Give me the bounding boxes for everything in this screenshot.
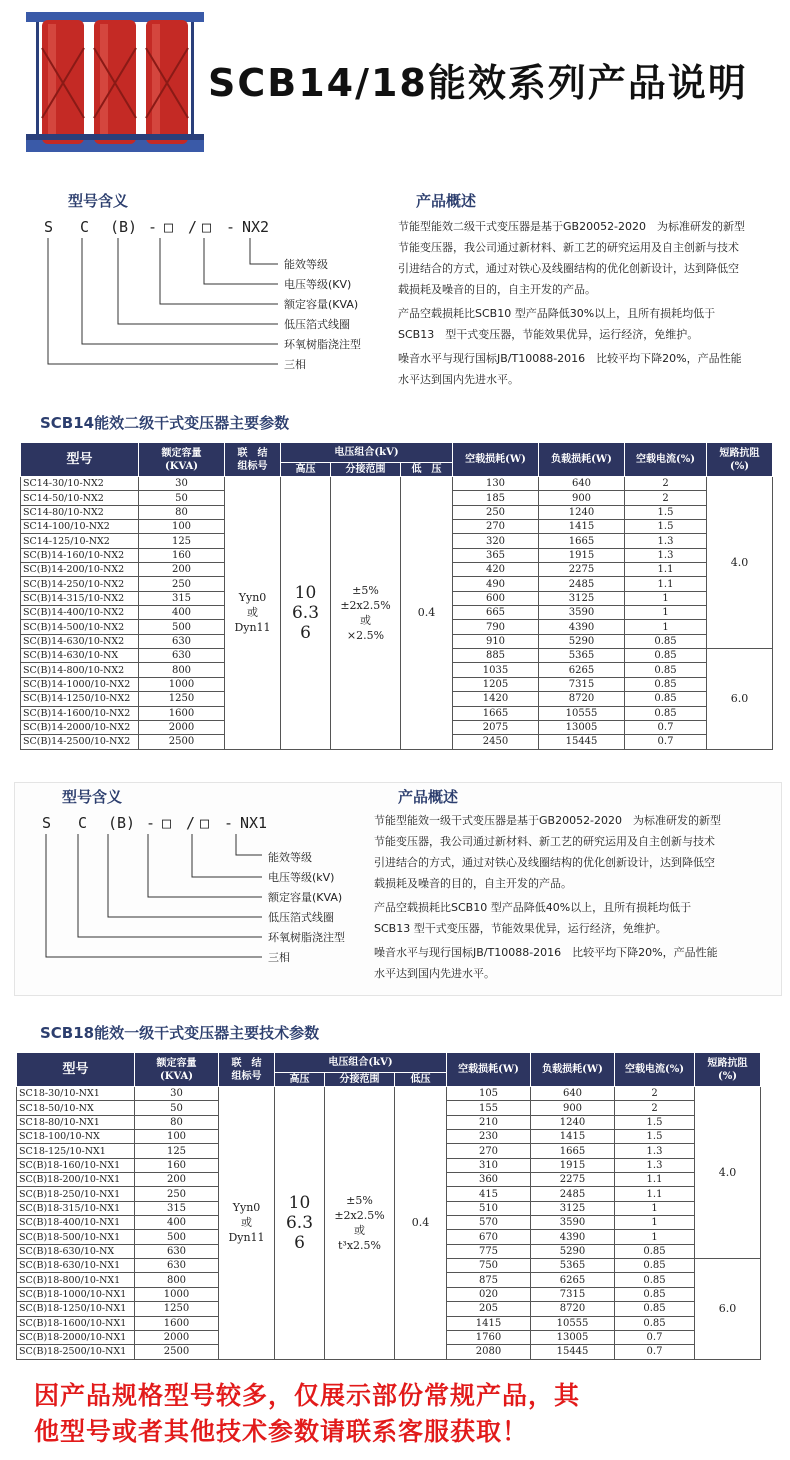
code-part: - [148,218,158,236]
load-loss-cell: 13005 [539,720,625,734]
noload-loss-cell: 1415 [447,1316,531,1330]
load-loss-cell: 8720 [539,692,625,706]
noload-current-cell: 2 [625,491,707,505]
capacity-cell: 400 [135,1216,219,1230]
noload-loss-cell: 665 [453,606,539,620]
capacity-cell: 250 [135,1187,219,1201]
load-loss-cell: 8720 [531,1302,615,1316]
meaning-label: 额定容量(KVA) [268,891,343,904]
load-loss-cell: 2275 [531,1173,615,1187]
code-part: / [186,814,196,832]
noload-current-cell: 1.3 [615,1158,695,1172]
meaning-label: 三相 [284,358,306,371]
noload-current-cell: 1 [625,606,707,620]
noload-loss-cell: 1035 [453,663,539,677]
model-cell: SC(B)18-1000/10-NX1 [17,1287,135,1301]
noload-loss-cell: 750 [447,1259,531,1273]
capacity-cell: 800 [139,663,225,677]
meaning-label: 电压等级(kV) [268,871,335,884]
load-loss-cell: 5290 [531,1244,615,1258]
load-loss-cell: 15445 [539,735,625,749]
capacity-cell: 800 [135,1273,219,1287]
lv-cell: 0.4 [401,477,453,750]
capacity-cell: 1250 [135,1302,219,1316]
model-cell: SC(B)14-2500/10-NX2 [21,735,139,749]
model-cell: SC(B)14-160/10-NX2 [21,548,139,562]
load-loss-cell: 5365 [539,649,625,663]
noload-loss-cell: 320 [453,534,539,548]
lv-cell: 0.4 [395,1087,447,1360]
code-part: S [42,814,52,832]
product-overview [374,810,722,987]
load-loss-cell: 640 [539,477,625,491]
noload-current-cell: 1.1 [615,1173,695,1187]
noload-current-cell: 0.85 [625,634,707,648]
model-cell: SC18-80/10-NX1 [17,1115,135,1129]
header-model: 型号 [21,443,139,477]
overview-heading: 产品概述 [398,788,459,806]
meaning-labels [268,848,345,968]
table-row [17,1087,761,1101]
header-noload-loss: 空载损耗(W) [447,1053,531,1087]
impedance-cell: 6.0 [695,1259,761,1359]
hv-cell: 10 6.3 6 [275,1087,325,1360]
contact-note-line: 他型号或者其他技术参数请联系客服获取！ [34,1417,529,1446]
noload-current-cell: 0.85 [615,1287,695,1301]
header-noload-current: 空载电流(%) [625,443,707,477]
header-tap: 分接范围 [331,463,401,477]
capacity-cell: 1600 [139,706,225,720]
noload-loss-cell: 250 [453,505,539,519]
header-lv: 低压 [395,1073,447,1087]
noload-loss-cell: 310 [447,1158,531,1172]
capacity-cell: 80 [139,505,225,519]
noload-current-cell: 2 [615,1087,695,1101]
header-lv: 低 压 [401,463,453,477]
noload-loss-cell: 2450 [453,735,539,749]
noload-loss-cell: 210 [447,1115,531,1129]
noload-current-cell: 1.1 [625,577,707,591]
header-voltage: 电压组合(kV) [275,1053,447,1073]
meaning-label: 三相 [268,951,290,964]
load-loss-cell: 1915 [531,1158,615,1172]
model-cell: SC(B)14-630/10-NX2 [21,634,139,648]
capacity-cell: 315 [135,1201,219,1215]
model-cell: SC(B)14-630/10-NX [21,649,139,663]
capacity-cell: 100 [139,520,225,534]
noload-current-cell: 1.5 [625,505,707,519]
noload-loss-cell: 790 [453,620,539,634]
noload-current-cell: 1 [625,591,707,605]
header-impedance: 短路抗阻 (%) [695,1053,761,1087]
capacity-cell: 250 [139,577,225,591]
model-cell: SC(B)14-1250/10-NX2 [21,692,139,706]
capacity-cell: 200 [139,563,225,577]
load-loss-cell: 4390 [539,620,625,634]
capacity-cell: 200 [135,1173,219,1187]
header-capacity: 额定容量 (KVA) [139,443,225,477]
load-loss-cell: 5290 [539,634,625,648]
group-cell: Yyn0 或 Dyn11 [225,477,281,750]
noload-loss-cell: 205 [447,1302,531,1316]
noload-current-cell: 1.5 [615,1130,695,1144]
load-loss-cell: 2275 [539,563,625,577]
header-capacity: 额定容量 (KVA) [135,1053,219,1087]
meaning-label: 低压箔式线圈 [284,318,350,331]
noload-current-cell: 1 [615,1201,695,1215]
capacity-cell: 630 [135,1244,219,1258]
model-cell: SC(B)18-1600/10-NX1 [17,1316,135,1330]
load-loss-cell: 1415 [539,520,625,534]
model-cell: SC(B)14-2000/10-NX2 [21,720,139,734]
load-loss-cell: 3125 [539,591,625,605]
load-loss-cell: 1915 [539,548,625,562]
noload-loss-cell: 155 [447,1101,531,1115]
header-group: 联 结 组标号 [225,443,281,477]
noload-loss-cell: 570 [447,1216,531,1230]
noload-current-cell: 0.85 [625,706,707,720]
model-cell: SC(B)14-500/10-NX2 [21,620,139,634]
noload-current-cell: 0.85 [615,1244,695,1258]
model-cell: SC18-100/10-NX [17,1130,135,1144]
code-part: □ [164,218,174,236]
overview-paragraph: 噪音水平与现行国标JB/T10088-2016 比较平均下降20%，产品性能水平达到国内先进水平。 [398,352,742,386]
tap-cell: ±5% ±2x2.5% 或 ×2.5% [331,477,401,750]
code-part: (B) [110,218,138,236]
code-part: C [78,814,88,832]
load-loss-cell: 1240 [539,505,625,519]
noload-current-cell: 0.85 [615,1302,695,1316]
noload-loss-cell: 1665 [453,706,539,720]
code-part: - [224,814,234,832]
noload-current-cell: 0.85 [625,663,707,677]
load-loss-cell: 7315 [531,1287,615,1301]
noload-current-cell: 1.1 [615,1187,695,1201]
noload-loss-cell: 875 [447,1273,531,1287]
load-loss-cell: 1415 [531,1130,615,1144]
load-loss-cell: 1665 [531,1144,615,1158]
capacity-cell: 630 [139,634,225,648]
noload-current-cell: 0.85 [625,677,707,691]
load-loss-cell: 3590 [539,606,625,620]
capacity-cell: 160 [139,548,225,562]
capacity-cell: 160 [135,1158,219,1172]
capacity-cell: 100 [135,1130,219,1144]
capacity-cell: 400 [139,606,225,620]
header-group: 联 结 组标号 [219,1053,275,1087]
noload-current-cell: 2 [625,477,707,491]
page-title: SCB14/18能效系列产品说明 [208,61,748,105]
code-part: □ [200,814,210,832]
model-cell: SC18-125/10-NX1 [17,1144,135,1158]
code-part: - [226,218,236,236]
model-cell: SC(B)18-400/10-NX1 [17,1216,135,1230]
header-load-loss: 负载损耗(W) [531,1053,615,1087]
capacity-cell: 630 [135,1259,219,1273]
tap-cell: ±5% ±2x2.5% 或 t³x2.5% [325,1087,395,1360]
impedance-cell: 4.0 [707,477,773,649]
load-loss-cell: 15445 [531,1345,615,1359]
code-part: C [80,218,90,236]
meaning-label: 环氧树脂浇注型 [284,338,361,351]
header-impedance: 短路抗阻 (%) [707,443,773,477]
impedance-cell: 4.0 [695,1087,761,1259]
overview-paragraph: 产品空载损耗比SCB10 型产品降低30%以上，且所有损耗均低于SCB13 型干式变压器，节能效果优异，运行经济，免维护。 [398,307,716,341]
capacity-cell: 30 [135,1087,219,1101]
noload-loss-cell: 490 [453,577,539,591]
model-cell: SC(B)18-200/10-NX1 [17,1173,135,1187]
capacity-cell: 1250 [139,692,225,706]
load-loss-cell: 10555 [539,706,625,720]
table-title-scb14: SCB14能效二级干式变压器主要参数 [40,414,290,432]
noload-current-cell: 1.5 [625,520,707,534]
load-loss-cell: 13005 [531,1330,615,1344]
code-part: (B) [108,814,136,832]
overview-heading: 产品概述 [416,192,477,210]
meaning-label: 电压等级(KV) [284,278,352,291]
model-cell: SC(B)18-160/10-NX1 [17,1158,135,1172]
section-heading: 型号含义 [62,788,123,806]
model-cell: SC(B)18-500/10-NX1 [17,1230,135,1244]
noload-loss-cell: 885 [453,649,539,663]
noload-current-cell: 1.3 [615,1144,695,1158]
model-cell: SC(B)14-200/10-NX2 [21,563,139,577]
noload-loss-cell: 270 [447,1144,531,1158]
model-cell: SC(B)18-1250/10-NX1 [17,1302,135,1316]
code-part: S [44,218,54,236]
load-loss-cell: 2485 [531,1187,615,1201]
model-cell: SC(B)18-2000/10-NX1 [17,1330,135,1344]
load-loss-cell: 5365 [531,1259,615,1273]
noload-loss-cell: 600 [453,591,539,605]
model-cell: SC(B)14-1000/10-NX2 [21,677,139,691]
code-part: □ [162,814,172,832]
capacity-cell: 1600 [135,1316,219,1330]
meaning-label: 能效等级 [284,258,328,271]
header-tap: 分接范围 [325,1073,395,1087]
load-loss-cell: 900 [531,1101,615,1115]
overview-paragraph: 节能型能效二级干式变压器是基于GB20052-2020 为标准研发的新型节能变压器，我公司通过新材料、新工艺的研究运用及自主创新与技术引进结合的方式，通过对铁心及线圈结构的优化创新设计，达到降低空载损耗及噪音的目的，自主开发的产品。 [398,220,746,296]
meaning-label: 能效等级 [268,851,312,864]
impedance-cell: 6.0 [707,649,773,749]
noload-current-cell: 0.85 [615,1316,695,1330]
load-loss-cell: 6265 [539,663,625,677]
capacity-cell: 125 [139,534,225,548]
noload-loss-cell: 270 [453,520,539,534]
noload-current-cell: 1 [625,620,707,634]
model-cell: SC18-50/10-NX [17,1101,135,1115]
noload-loss-cell: 420 [453,563,539,577]
model-cell: SC(B)14-250/10-NX2 [21,577,139,591]
header-model: 型号 [17,1053,135,1087]
noload-loss-cell: 185 [453,491,539,505]
model-cell: SC(B)18-250/10-NX1 [17,1187,135,1201]
model-cell: SC(B)18-315/10-NX1 [17,1201,135,1215]
model-cell: SC(B)14-315/10-NX2 [21,591,139,605]
model-cell: SC18-30/10-NX1 [17,1087,135,1101]
noload-loss-cell: 910 [453,634,539,648]
noload-current-cell: 0.85 [615,1273,695,1287]
capacity-cell: 2000 [139,720,225,734]
capacity-cell: 2500 [135,1345,219,1359]
header-load-loss: 负载损耗(W) [539,443,625,477]
code-part: - [146,814,156,832]
noload-current-cell: 1.3 [625,548,707,562]
model-cell: SC(B)14-800/10-NX2 [21,663,139,677]
noload-loss-cell: 670 [447,1230,531,1244]
capacity-cell: 1000 [135,1287,219,1301]
contact-note-line: 因产品规格型号较多，仅展示部份常规产品，其 [34,1381,581,1410]
capacity-cell: 2500 [139,735,225,749]
overview-paragraph: 产品空载损耗比SCB10 型产品降低40%以上，且所有损耗均低于SCB13 型干式变压器，节能效果优异，运行经济，免维护。 [374,901,692,935]
header-voltage: 电压组合(kV) [281,443,453,463]
noload-current-cell: 0.85 [625,692,707,706]
load-loss-cell: 4390 [531,1230,615,1244]
section-heading: 型号含义 [68,192,129,210]
noload-loss-cell: 365 [453,548,539,562]
noload-loss-cell: 1205 [453,677,539,691]
noload-current-cell: 0.7 [625,720,707,734]
capacity-cell: 50 [135,1101,219,1115]
noload-current-cell: 1 [615,1230,695,1244]
noload-current-cell: 2 [615,1101,695,1115]
load-loss-cell: 1240 [531,1115,615,1129]
table-title-scb18: SCB18能效一级干式变压器主要技术参数 [40,1024,320,1042]
capacity-cell: 50 [139,491,225,505]
model-cell: SC(B)14-1600/10-NX2 [21,706,139,720]
noload-loss-cell: 2080 [447,1345,531,1359]
noload-current-cell: 1.3 [625,534,707,548]
model-cell: SC(B)18-2500/10-NX1 [17,1345,135,1359]
model-cell: SC(B)18-630/10-NX [17,1244,135,1258]
capacity-cell: 2000 [135,1330,219,1344]
noload-loss-cell: 130 [453,477,539,491]
noload-current-cell: 0.85 [615,1259,695,1273]
noload-loss-cell: 415 [447,1187,531,1201]
header-hv: 高压 [281,463,331,477]
contact-note [34,1378,774,1450]
code-part: NX2 [242,218,270,236]
load-loss-cell: 3125 [531,1201,615,1215]
capacity-cell: 630 [139,649,225,663]
capacity-cell: 1000 [139,677,225,691]
scb18-parameter-table [16,1052,761,1360]
noload-current-cell: 1.5 [615,1115,695,1129]
code-part: / [188,218,198,236]
noload-loss-cell: 510 [447,1201,531,1215]
noload-loss-cell: 775 [447,1244,531,1258]
overview-paragraph: 噪音水平与现行国标JB/T10088-2016 比较平均下降20%，产品性能水平达到国内先进水平。 [374,946,718,980]
noload-current-cell: 0.7 [625,735,707,749]
noload-loss-cell: 1420 [453,692,539,706]
load-loss-cell: 7315 [539,677,625,691]
noload-current-cell: 1 [615,1216,695,1230]
load-loss-cell: 10555 [531,1316,615,1330]
model-cell: SC14-125/10-NX2 [21,534,139,548]
meaning-label: 环氧树脂浇注型 [268,931,345,944]
load-loss-cell: 2485 [539,577,625,591]
capacity-cell: 500 [135,1230,219,1244]
capacity-cell: 30 [139,477,225,491]
group-cell: Yyn0 或 Dyn11 [219,1087,275,1360]
noload-loss-cell: 105 [447,1087,531,1101]
model-cell: SC(B)18-800/10-NX1 [17,1273,135,1287]
noload-current-cell: 1.1 [625,563,707,577]
model-cell: SC14-80/10-NX2 [21,505,139,519]
load-loss-cell: 900 [539,491,625,505]
noload-current-cell: 0.7 [615,1345,695,1359]
load-loss-cell: 3590 [531,1216,615,1230]
meaning-label: 低压箔式线圈 [268,911,334,924]
capacity-cell: 125 [135,1144,219,1158]
model-cell: SC14-50/10-NX2 [21,491,139,505]
header-noload-current: 空载电流(%) [615,1053,695,1087]
meaning-label: 额定容量(KVA) [284,298,359,311]
header-noload-loss: 空载损耗(W) [453,443,539,477]
noload-loss-cell: 1760 [447,1330,531,1344]
noload-loss-cell: 360 [447,1173,531,1187]
load-loss-cell: 1665 [539,534,625,548]
header-hv: 高压 [275,1073,325,1087]
model-cell: SC14-30/10-NX2 [21,477,139,491]
load-loss-cell: 640 [531,1087,615,1101]
capacity-cell: 500 [139,620,225,634]
code-part: □ [202,218,212,236]
load-loss-cell: 6265 [531,1273,615,1287]
capacity-cell: 315 [139,591,225,605]
hv-cell: 10 6.3 6 [281,477,331,750]
model-cell: SC(B)18-630/10-NX1 [17,1259,135,1273]
model-cell: SC14-100/10-NX2 [21,520,139,534]
noload-loss-cell: 2075 [453,720,539,734]
noload-loss-cell: 230 [447,1130,531,1144]
noload-current-cell: 0.85 [625,649,707,663]
capacity-cell: 80 [135,1115,219,1129]
noload-current-cell: 0.7 [615,1330,695,1344]
model-cell: SC(B)14-400/10-NX2 [21,606,139,620]
overview-paragraph: 节能型能效一级干式变压器是基于GB20052-2020 为标准研发的新型节能变压器，我公司通过新材料、新工艺的研究运用及自主创新与技术引进结合的方式，通过对铁心及线圈结构的优化创新设计，达到降低空载损耗及噪音的目的，自主开发的产品。 [374,814,722,890]
noload-loss-cell: 020 [447,1287,531,1301]
code-part: NX1 [240,814,268,832]
